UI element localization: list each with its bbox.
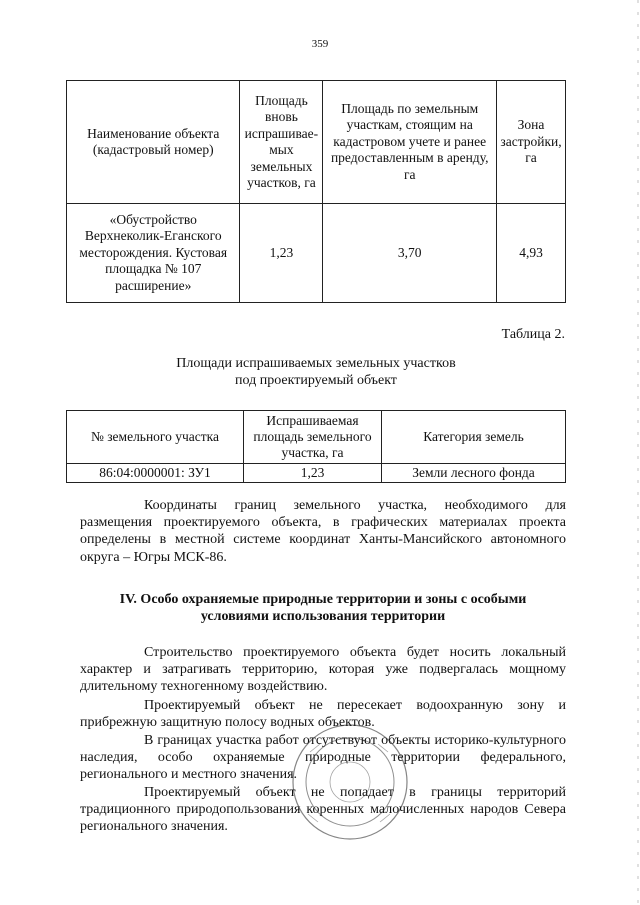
paragraph-local-impact: Строительство проектируемого объекта будет носить локальный характер и затрагивать территорию, которая уже подвергалась мощному длительному техногенному воздействию. bbox=[80, 645, 566, 695]
table2-caption-line2: под проектируемый объект bbox=[235, 373, 397, 388]
table-header-row bbox=[67, 81, 566, 204]
object-area-table bbox=[66, 80, 566, 303]
round-seal-stamp bbox=[290, 722, 410, 842]
header-new-area: Площадь вновь испрашивае-мых земельных участков, га bbox=[240, 81, 323, 204]
cell-plot-number: 86:04:0000001: ЗУ1 bbox=[67, 464, 244, 483]
cell-new-area: 1,23 bbox=[240, 204, 323, 303]
table2-caption-line1: Площади испрашиваемых земельных участков bbox=[176, 356, 456, 371]
table-header-row bbox=[67, 411, 566, 464]
header-plot-number: № земельного участка bbox=[67, 411, 244, 464]
page-number: 359 bbox=[311, 38, 329, 50]
header-build-zone: Зона застройки, га bbox=[497, 81, 566, 204]
section-title-line2: условиями использования территории bbox=[200, 609, 446, 624]
cell-build-zone: 4,93 bbox=[497, 204, 566, 303]
coordinates-paragraph: Координаты границ земельного участка, необходимого для размещения проектируемого объекта, в графических материалах проекта определены в местной системе координат Ханты-Мансийского автономного округа – Югры МСК-86. bbox=[80, 498, 566, 565]
paragraph-water-zone: Проектируемый объект не пересекает водоохранную зону и прибрежную защитную полосу водных объектов. bbox=[80, 698, 566, 731]
land-plot-table bbox=[66, 410, 566, 483]
section-title bbox=[80, 591, 566, 625]
paragraph-cultural-heritage: В границах участка работ отсутствуют объекты историко-культурного наследия, особо охраняемые природные территории федерального, регионального и местного значения. bbox=[80, 733, 566, 783]
header-object-name: Наименование объекта (кадастровый номер) bbox=[67, 81, 240, 204]
paragraph-traditional-use: Проектируемый объект не попадает в границы территорий традиционного природопользования коренных малочисленных народов Севера регионального значения. bbox=[80, 785, 566, 835]
table2-caption bbox=[66, 355, 566, 389]
table2-label: Таблица 2. bbox=[501, 327, 565, 342]
table-row bbox=[67, 204, 566, 303]
header-requested-area: Испрашиваемая площадь земельного участка, га bbox=[244, 411, 382, 464]
cell-land-category: Земли лесного фонда bbox=[382, 464, 566, 483]
cell-object-name: «Обустройство Верхнеколик-Еганского месторождения. Кустовая площадка № 107 расширение» bbox=[67, 204, 240, 303]
cell-cadastral-area: 3,70 bbox=[323, 204, 497, 303]
cell-requested-area: 1,23 bbox=[244, 464, 382, 483]
header-cadastral-area: Площадь по земельным участкам, стоящим на кадастровом учете и ранее предоставленным в аренду, га bbox=[323, 81, 497, 204]
table-row bbox=[67, 464, 566, 483]
section-title-line1: IV. Особо охраняемые природные территории и зоны с особыми bbox=[119, 592, 527, 607]
header-land-category: Категория земель bbox=[382, 411, 566, 464]
scan-edge-artifact bbox=[634, 0, 640, 905]
